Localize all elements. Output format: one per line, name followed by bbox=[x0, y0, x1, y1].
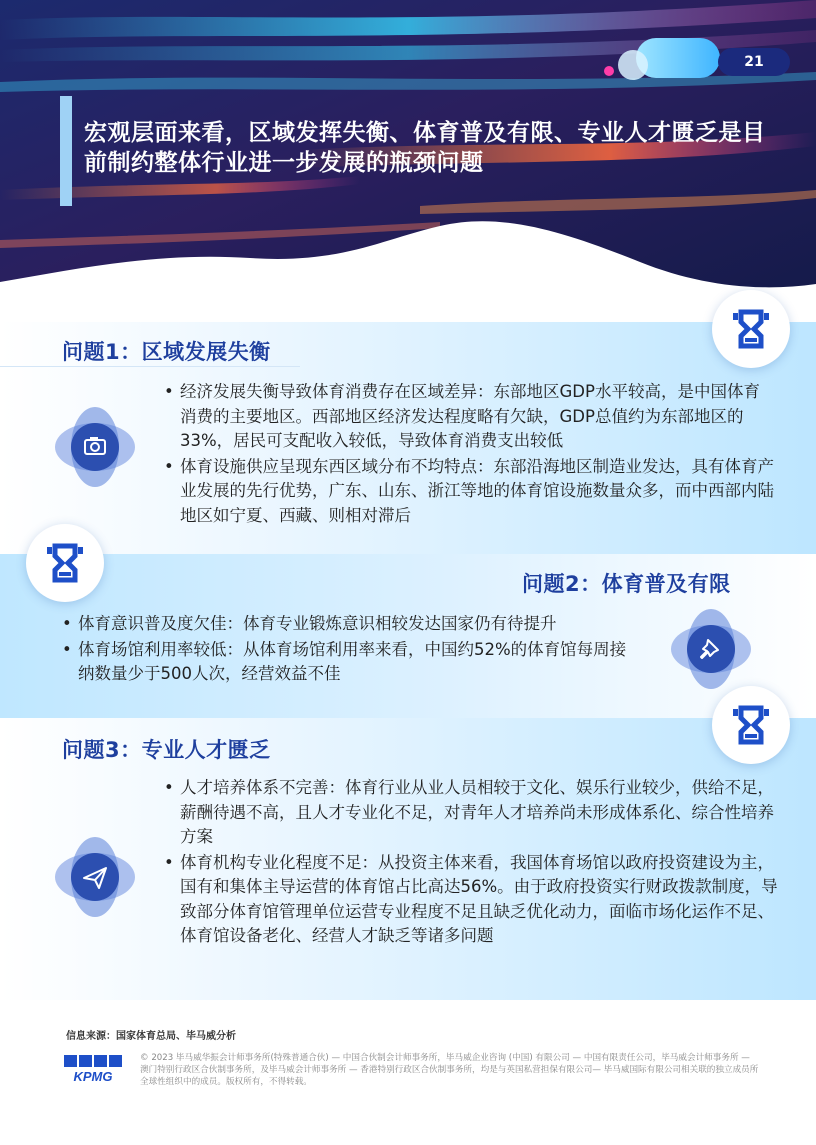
section-3-bullets bbox=[164, 776, 778, 950]
bullet-item: • 体育意识普及度欠佳：体育专业锻炼意识相较发达国家仍有待提升 bbox=[62, 612, 642, 637]
svg-text:KPMG: KPMG bbox=[73, 1069, 113, 1084]
bullet-item: • 人才培养体系不完善：体育行业从业人员相较于文化、娱乐行业较少，供给不足，薪酬待遇不高，且人才专业化不足，对青年人才培养尚未形成体系化、综合性培养方案 bbox=[164, 776, 778, 850]
hero-banner bbox=[0, 0, 816, 330]
section-1-bullets bbox=[164, 380, 776, 529]
section-2-bullets bbox=[62, 612, 642, 688]
kpmg-logo bbox=[62, 1054, 124, 1084]
copyright-text: © 2023 毕马威华振会计师事务所(特殊普通合伙) — 中国合伙制会计师事务所，毕马威企业咨询 (中国) 有限公司 — 中国有限责任公司，毕马威会计师事务所 — 澳门特别行政区合伙制事务所，及毕马威会计师事务所 — 香港特别行政区合伙制事务所，均是与英国私营担保有限公司— 毕马威国际有限公司相关联的独立成员所全球性组织中的成员。版权所有，不得转载。 bbox=[140, 1053, 759, 1087]
page-title: 宏观层面来看，区域发挥失衡、体育普及有限、专业人才匮乏是目前制约整体行业进一步发展的瓶颈问题 bbox=[84, 120, 766, 176]
pin-icon bbox=[666, 604, 756, 694]
trophy-icon bbox=[731, 309, 771, 349]
page-number: 21 bbox=[718, 48, 790, 76]
source-note: 信息来源：国家体育总局、毕马威分析 bbox=[66, 1031, 236, 1042]
trophy-icon bbox=[45, 543, 85, 583]
title-accent-bar bbox=[60, 96, 72, 206]
decor-dot bbox=[618, 50, 648, 80]
decor-bubble bbox=[636, 38, 720, 78]
trophy-icon bbox=[731, 705, 771, 745]
paper-plane-icon bbox=[50, 832, 140, 922]
section-title-2: 问题2：体育普及有限 bbox=[522, 572, 731, 596]
bullet-item: • 经济发展失衡导致体育消费存在区域差异：东部地区GDP水平较高，是中国体育消费的主要地区。西部地区经济发达程度略有欠缺，GDP总值约为东部地区的33%，居民可支配收入较低，导致体育消费支出较低 bbox=[164, 380, 776, 454]
trophy-badge bbox=[712, 686, 790, 764]
camera-icon bbox=[50, 402, 140, 492]
bullet-item: • 体育机构专业化程度不足：从投资主体来看，我国体育场馆以政府投资建设为主，国有和集体主导运营的体育馆占比高达56%。由于政府投资实行财政拨款制度，导致部分体育馆管理单位运营专业程度不足且缺乏优化动力，面临市场化运作不足、体育馆设备老化、经营人才缺乏等诸多问题 bbox=[164, 851, 778, 949]
section-title-3: 问题3：专业人才匮乏 bbox=[62, 738, 271, 762]
bullet-item: • 体育设施供应呈现东西区域分布不均特点：东部沿海地区制造业发达，具有体育产业发展的先行优势，广东、山东、浙江等地的体育馆设施数量众多，而中西部内陆地区如宁夏、西藏、则相对滞后 bbox=[164, 455, 776, 529]
section-divider bbox=[0, 366, 300, 367]
bullet-item: • 体育场馆利用率较低：从体育场馆利用率来看，中国约52%的体育馆每周接纳数量少于500人次，经营效益不佳 bbox=[62, 638, 642, 687]
trophy-badge bbox=[712, 290, 790, 368]
trophy-badge bbox=[26, 524, 104, 602]
decor-dot-pink bbox=[604, 66, 614, 76]
section-title-1: 问题1：区域发展失衡 bbox=[62, 340, 271, 364]
